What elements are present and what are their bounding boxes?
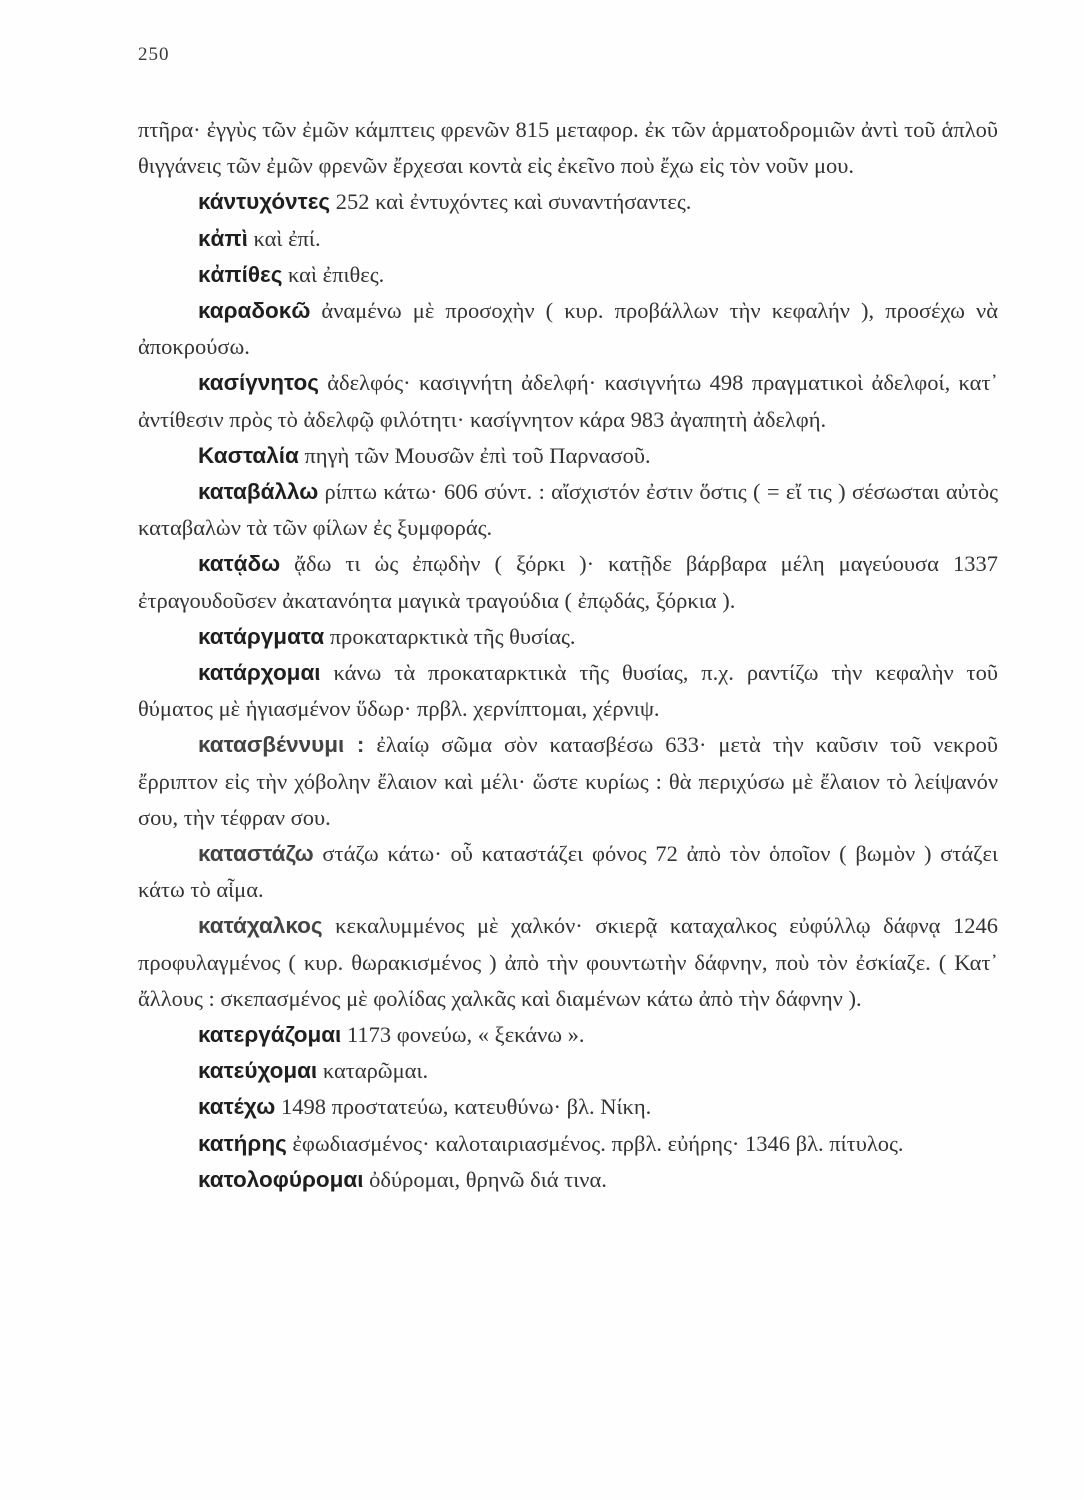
- entry-text: ρίπτω κάτω· 606 σύντ. : αἴσχιστόν ἐστιν ὅστις ( = εἴ τις ) σέσωσται αὐτὸς καταβαλὼν τὰ τῶν φίλων ἐς ξυμφοράς.: [138, 479, 998, 541]
- glossary-entry: [138, 1053, 998, 1089]
- glossary-entry: [138, 908, 998, 1017]
- entry-lemma: κἀπίθες: [198, 261, 283, 287]
- entry-lemma: κασίγνητος: [198, 370, 319, 396]
- glossary-entry: [138, 365, 998, 437]
- entry-text: κάνω τὰ προκαταρκτικὰ τῆς θυσίας, π.χ. ραντίζω τὴν κεφαλὴν τοῦ θύματος μὲ ἡγιασμένον ὕδωρ· πρβλ. χερνίπτομαι, χέρνιψ.: [138, 660, 998, 722]
- entry-text: ἐλαίῳ σῶμα σὸν κατασβέσω 633· μετὰ τὴν καῦσιν τοῦ νεκροῦ ἔρριπτον εἰς τὴν χόβολην ἔλαιον καὶ μέλι· ὥστε κυρίως : θὰ περιχύσω μὲ ἔλαιον τὸ λείψανόν σου, τὴν τέφραν σου.: [138, 732, 998, 830]
- glossary-body: [138, 112, 998, 1198]
- entry-lemma: κατάργματα: [198, 623, 325, 649]
- glossary-entry: [138, 619, 998, 655]
- entry-text: πηγὴ τῶν Μουσῶν ἐπὶ τοῦ Παρνασοῦ.: [298, 442, 651, 468]
- glossary-entry: [138, 184, 998, 220]
- entry-lemma: κατάχαλκος: [198, 913, 323, 939]
- entry-text: ἐφωδιασμένος· καλοταιριασμένος. πρβλ. εὐήρης· 1346 βλ. πίτυλος.: [286, 1130, 904, 1156]
- entry-lemma: καταβάλλω: [198, 479, 319, 505]
- entry-lemma: κατάρχομαι: [198, 660, 321, 686]
- entry-text: 1173 φονεύω, « ξεκάνω ».: [341, 1022, 585, 1048]
- glossary-entry: [138, 1162, 998, 1198]
- entry-lemma: καταστάζω: [198, 841, 314, 867]
- entry-text: ἀδελφός· κασιγνήτη ἀδελφή· κασιγνήτω 498 πραγματικοὶ ἀδελφοί, κατ᾽ ἀντίθεσιν πρὸς τὸ ἀδελφῷ φιλότητι· κασίγνητον κάρα 983 ἀγαπητὴ ἀδελφή.: [138, 370, 998, 432]
- entry-lemma: κατασβέννυμι :: [198, 732, 365, 758]
- glossary-entry: [138, 836, 998, 908]
- entry-text: κεκαλυμμένος μὲ χαλκόν· σκιερᾷ καταχαλκος εὐφύλλῳ δάφνᾳ 1246 προφυλαγμένος ( κυρ. θωρακισμένος ) ἀπὸ τὴν φουντωτὴν δάφνην, ποὺ τὸν ἐσκίαζε. ( Κατ᾽ ἄλλους : σκεπασμένος μὲ φολίδας χαλκᾶς καὶ διαμένων κάτω ἀπὸ τὴν δάφνην ).: [138, 913, 998, 1011]
- glossary-entry: [138, 257, 998, 293]
- glossary-entry-continuation: [138, 112, 998, 184]
- entry-text: ὀδύρομαι, θρηνῶ διά τινα.: [363, 1166, 607, 1192]
- glossary-entry: [138, 1089, 998, 1125]
- entry-text: πτῆρα· ἐγγὺς τῶν ἐμῶν κάμπτεις φρενῶν 815 μεταφορ. ἐκ τῶν ἁρματοδρομιῶν ἀντὶ τοῦ ἁπλοῦ θιγγάνεις τῶν ἐμῶν φρενῶν ἔρχεσαι κοντὰ εἰς ἐκεῖνο ποὺ ἔχω εἰς τὸν νοῦν μου.: [138, 117, 998, 179]
- entry-text: καταρῶμαι.: [317, 1058, 429, 1084]
- entry-lemma: κάντυχόντες: [198, 189, 331, 215]
- page-number: 250: [138, 44, 170, 65]
- entry-lemma: κατολοφύρομαι: [198, 1166, 364, 1192]
- glossary-entry: [138, 546, 998, 618]
- entry-lemma: Κασταλία: [198, 442, 299, 468]
- entry-lemma: κατέχω: [198, 1094, 276, 1120]
- glossary-entry: [138, 1017, 998, 1053]
- glossary-entry: [138, 1126, 998, 1162]
- entry-lemma: κατήρης: [198, 1130, 287, 1156]
- entry-lemma: κατᾴδω: [198, 551, 281, 577]
- entry-lemma: κατεργάζομαι: [198, 1022, 342, 1048]
- glossary-entry: [138, 293, 998, 365]
- entry-lemma: κἀπὶ: [198, 225, 248, 251]
- entry-text: 1498 προστατεύω, κατευθύνω· βλ. Νίκη.: [275, 1094, 652, 1120]
- glossary-entry: [138, 438, 998, 474]
- entry-text: στάζω κάτω· οὗ καταστάζει φόνος 72 ἀπὸ τὸν ὁποῖον ( βωμὸν ) στάζει κάτω τὸ αἷμα.: [138, 841, 998, 903]
- entry-text: καὶ ἐπί.: [247, 225, 321, 251]
- entry-lemma: κατεύχομαι: [198, 1058, 318, 1084]
- entry-text: ἀναμένω μὲ προσοχὴν ( κυρ. προβάλλων τὴν κεφαλήν ), προσέχω νὰ ἀποκρούσω.: [138, 298, 998, 360]
- entry-text: 252 καὶ ἐντυχόντες καὶ συναντήσαντες.: [330, 189, 692, 215]
- glossary-entry: [138, 474, 998, 546]
- glossary-entry: [138, 727, 998, 836]
- entry-text: προκαταρκτικὰ τῆς θυσίας.: [324, 623, 576, 649]
- entry-lemma: καραδοκῶ: [198, 298, 311, 324]
- glossary-entry: [138, 655, 998, 727]
- glossary-entry: [138, 221, 998, 257]
- entry-text: ᾄδω τι ὡς ἐπῳδὴν ( ξόρκι )· κατῇδε βάρβαρα μέλη μαγεύουσα 1337 ἐτραγουδοῦσεν ἀκατανόητα μαγικὰ τραγούδια ( ἐπῳδάς, ξόρκια ).: [138, 551, 998, 613]
- entry-text: καὶ ἐπιθες.: [282, 261, 385, 287]
